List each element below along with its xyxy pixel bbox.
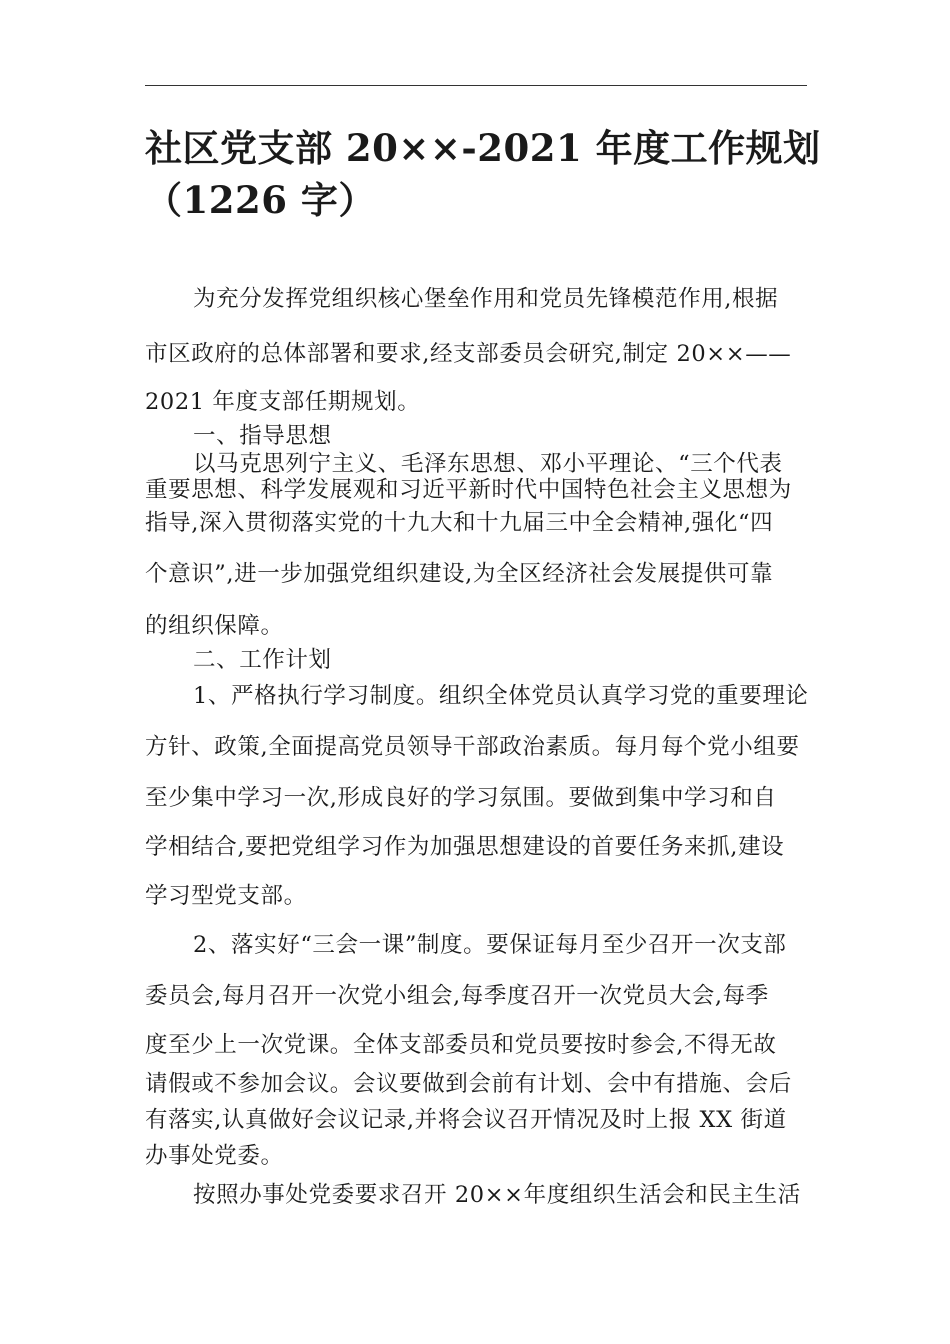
body-line: 委员会,每月召开一次党小组会,每季度召开一次党员大会,每季 bbox=[145, 983, 769, 1009]
body-line: 方针、政策,全面提高党员领导干部政治素质。每月每个党小组要 bbox=[145, 734, 800, 760]
section-heading: 一、指导思想 bbox=[193, 423, 332, 449]
body-line: 请假或不参加会议。会议要做到会前有计划、会中有措施、会后 bbox=[145, 1071, 792, 1097]
body-line: 办事处党委。 bbox=[145, 1143, 284, 1169]
document-title bbox=[145, 122, 821, 226]
body-line: 以马克思列宁主义、毛泽东思想、邓小平理论、“三个代表 bbox=[193, 451, 783, 477]
header-rule bbox=[145, 85, 807, 86]
section-heading: 二、工作计划 bbox=[193, 647, 332, 673]
body-line: 个意识”,进一步加强党组织建设,为全区经济社会发展提供可靠 bbox=[145, 561, 774, 587]
body-line: 有落实,认真做好会议记录,并将会议召开情况及时上报 XX 街道 bbox=[145, 1107, 787, 1133]
title-line-2: （1226 字） bbox=[145, 178, 376, 222]
body-line: 的组织保障。 bbox=[145, 613, 284, 639]
body-line: 市区政府的总体部署和要求,经支部委员会研究,制定 20××—— bbox=[145, 341, 792, 367]
body-line: 2021 年度支部任期规划。 bbox=[145, 389, 421, 415]
body-line: 2、落实好“三会一课”制度。要保证每月至少召开一次支部 bbox=[193, 932, 787, 958]
body-line: 至少集中学习一次,形成良好的学习氛围。要做到集中学习和自 bbox=[145, 785, 777, 811]
body-line: 学相结合,要把党组学习作为加强思想建设的首要任务来抓,建设 bbox=[145, 834, 785, 860]
body-line: 按照办事处党委要求召开 20××年度组织生活会和民主生活 bbox=[193, 1182, 801, 1208]
title-line-1: 社区党支部 20××-2021 年度工作规划 bbox=[145, 126, 821, 170]
body-line: 1、严格执行学习制度。组织全体党员认真学习党的重要理论 bbox=[193, 683, 809, 709]
body-line: 为充分发挥党组织核心堡垒作用和党员先锋模范作用,根据 bbox=[193, 286, 779, 312]
body-line: 重要思想、科学发展观和习近平新时代中国特色社会主义思想为 bbox=[145, 477, 792, 503]
body-line: 学习型党支部。 bbox=[145, 883, 307, 909]
body-line: 度至少上一次党课。全体支部委员和党员要按时参会,不得无故 bbox=[145, 1032, 777, 1058]
body-line: 指导,深入贯彻落实党的十九大和十九届三中全会精神,强化“四 bbox=[145, 510, 774, 536]
